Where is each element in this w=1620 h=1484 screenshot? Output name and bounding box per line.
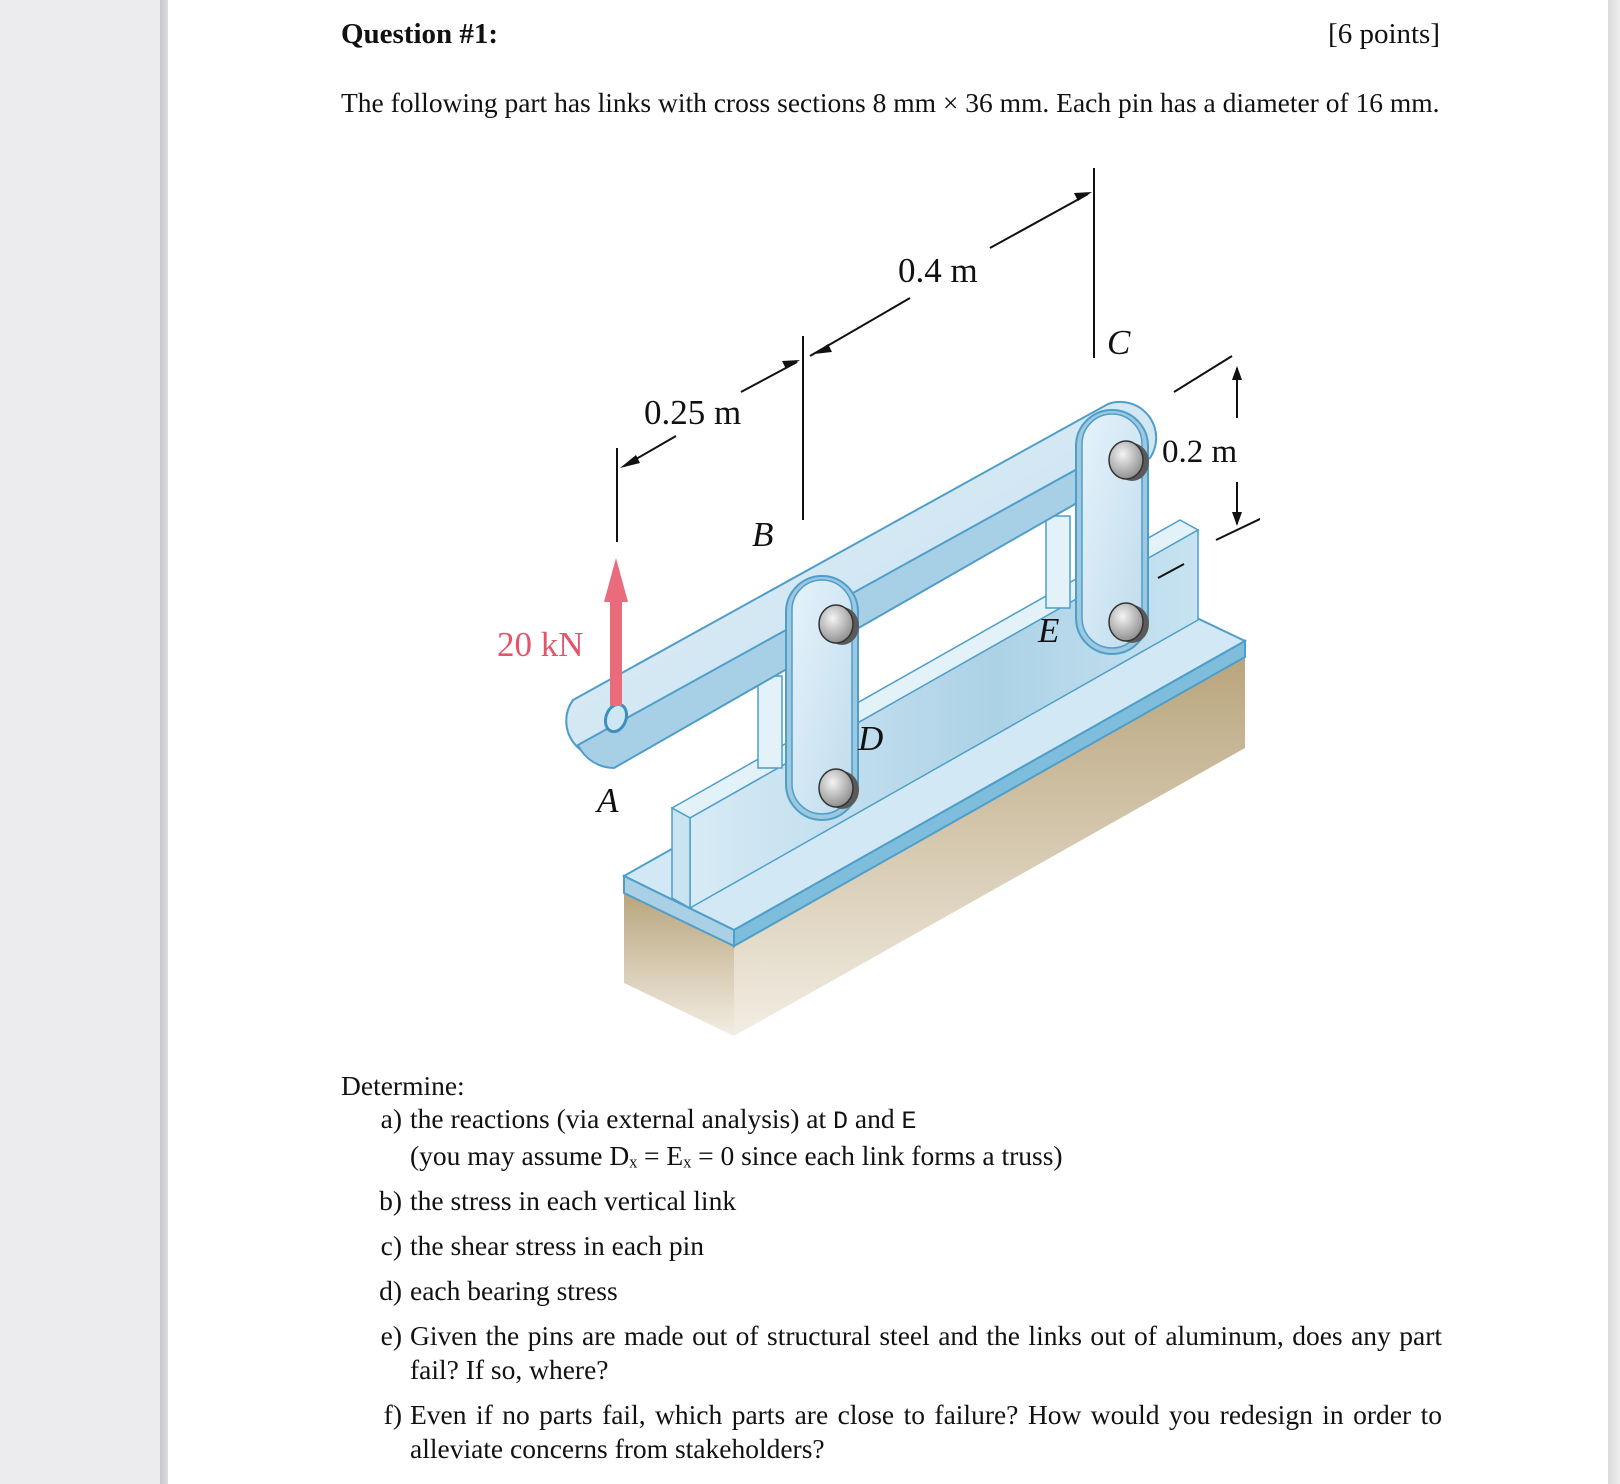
question-points: [6 points]: [1328, 18, 1440, 50]
point-label-a: A: [597, 781, 619, 820]
mechanism-figure: [480, 160, 1260, 1040]
list-item: c) the shear stress in each pin: [368, 1229, 1442, 1263]
dim-label-0-25: 0.25 m: [644, 393, 742, 432]
list-item: f) Even if no parts fail, which parts are close to failure? How would you redesign in order to alleviate concerns from stakeholders?: [368, 1398, 1442, 1466]
list-item: b) the stress in each vertical link: [368, 1184, 1442, 1218]
list-item-note: (you may assume Dₓ = Eₓ = 0 since each link forms a truss): [410, 1140, 1063, 1171]
scrollbar-track[interactable]: [1608, 0, 1620, 1484]
dimension-lines: [617, 168, 1260, 542]
list-item-label: d): [379, 1275, 402, 1306]
list-item-label: c): [380, 1230, 402, 1261]
point-label-d: D: [858, 719, 884, 758]
point-label-c: C: [1107, 323, 1131, 362]
list-item: a) the reactions (via external analysis) at D and E (you may assume Dₓ = Eₓ = 0 since each link forms a truss): [368, 1102, 1442, 1173]
dim-label-0-2: 0.2 m: [1162, 434, 1238, 470]
list-item-label: e): [380, 1320, 402, 1351]
list-item-label: f): [383, 1399, 402, 1430]
list-item: e) Given the pins are made out of structural steel and the links out of aluminum, does any part fail? If so, where?: [368, 1319, 1442, 1387]
determine-list: [368, 1102, 1442, 1477]
list-item-label: b): [379, 1185, 402, 1216]
dim-label-0-4: 0.4 m: [898, 251, 978, 290]
left-gutter: [0, 0, 160, 1484]
force-label: 20 kN: [497, 625, 584, 664]
point-label-b: B: [752, 515, 774, 554]
question-intro: The following part has links with cross sections 8 mm × 36 mm. Each pin has a diameter of 16 mm.: [341, 87, 1440, 118]
left-page-shadow: [160, 0, 168, 1484]
point-label-e: E: [1038, 611, 1060, 650]
list-item: d) each bearing stress: [368, 1274, 1442, 1308]
question-title: Question #1:: [341, 18, 499, 50]
determine-heading: Determine:: [341, 1070, 465, 1101]
list-item-label: a): [380, 1103, 402, 1134]
